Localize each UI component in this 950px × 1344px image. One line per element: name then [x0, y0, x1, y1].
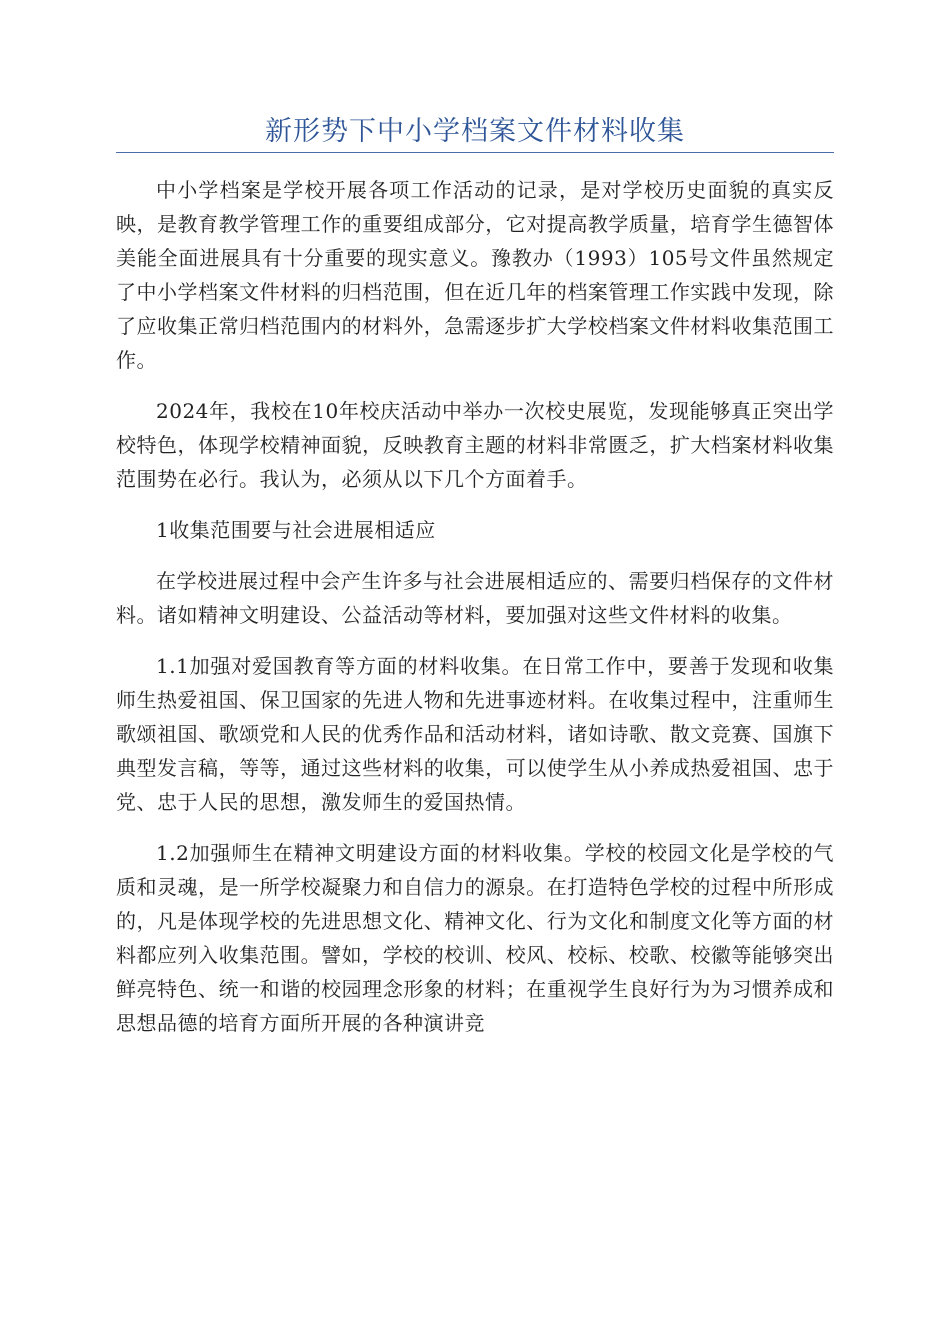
paragraph-intro: 中小学档案是学校开展各项工作活动的记录，是对学校历史面貌的真实反映，是教育教学管理工作的重要组成部分，它对提高教学质量，培育学生德智体美能全面进展具有十分重要的现实意义。豫教办（1993）105号文件虽然规定了中小学档案文件材料的归档范围，但在近几年的档案管理工作实践中发现，除了应收集正常归档范围内的材料外，急需逐步扩大学校档案文件材料收集范围工作。: [116, 178, 834, 372]
section-heading-1: 1收集范围要与社会进展相适应: [156, 518, 436, 542]
paragraph-section-1: 在学校进展过程中会产生许多与社会进展相适应的、需要归档保存的文件材料。诸如精神文明建设、公益活动等材料，要加强对这些文件材料的收集。: [116, 569, 834, 627]
document-page: [116, 112, 834, 1057]
document-title: 新形势下中小学档案文件材料收集: [265, 116, 685, 147]
paragraph-section-1-1: 1.1加强对爱国教育等方面的材料收集。在日常工作中，要善于发现和收集师生热爱祖国、保卫国家的先进人物和先进事迹材料。在收集过程中，注重师生歌颂祖国、歌颂党和人民的优秀作品和活动材料，诸如诗歌、散文竞赛、国旗下典型发言稿，等等，通过这些材料的收集，可以使学生从小养成热爱祖国、忠于党、忠于人民的思想，激发师生的爱国热情。: [116, 654, 834, 814]
title-underline: [116, 152, 834, 153]
paragraph-background: 2024年，我校在10年校庆活动中举办一次校史展览，发现能够真正突出学校特色，体现学校精神面貌，反映教育主题的材料非常匮乏，扩大档案材料收集范围势在必行。我认为，必须从以下几个方面着手。: [116, 399, 834, 491]
paragraph-section-1-2: 1.2加强师生在精神文明建设方面的材料收集。学校的校园文化是学校的气质和灵魂，是一所学校凝聚力和自信力的源泉。在打造特色学校的过程中所形成的，凡是体现学校的先进思想文化、精神文化、行为文化和制度文化等方面的材料都应列入收集范围。譬如，学校的校训、校风、校标、校歌、校徽等能够突出鲜亮特色、统一和谐的校园理念形象的材料；在重视学生良好行为为习惯养成和思想品德的培育方面所开展的各种演讲竞: [116, 841, 834, 1035]
